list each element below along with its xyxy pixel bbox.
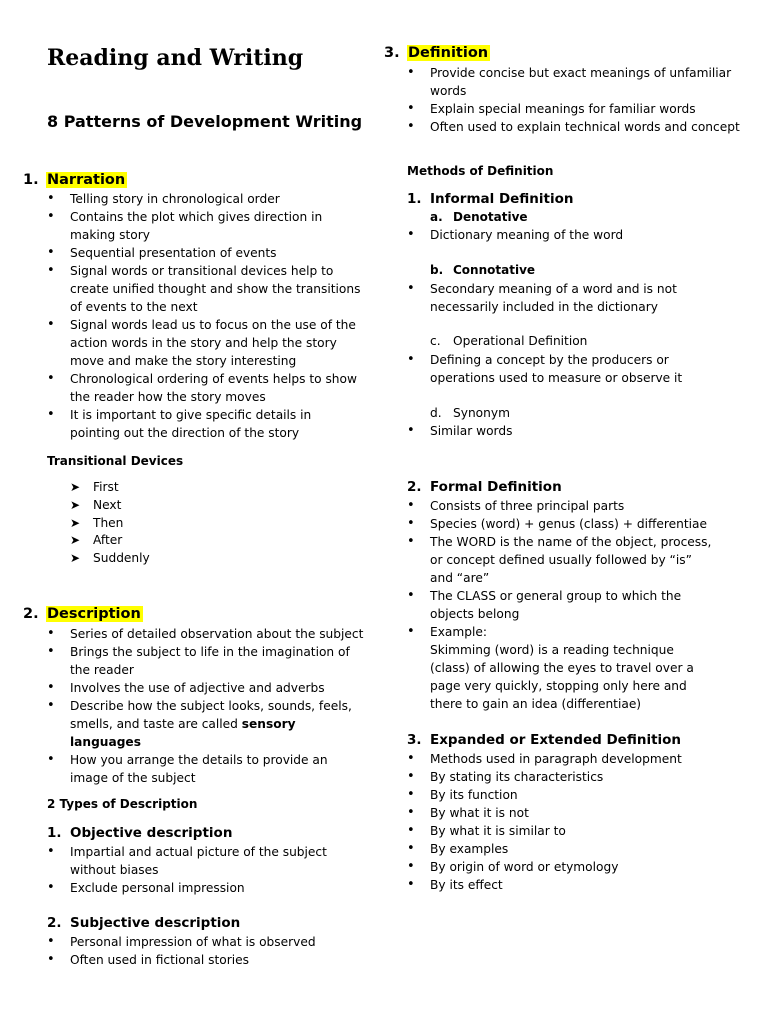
list-item: ➤ Next [70, 497, 270, 515]
list-item: • Exclude personal impression [47, 879, 365, 897]
arrow-right-icon: ➤ [70, 480, 81, 494]
synonym-heading: d. Synonym [430, 406, 510, 420]
list-item: • By what it is similar to [407, 822, 747, 840]
list-item: • How you arrange the details to provide an image of the subject [47, 751, 365, 787]
operational-definition-heading: c. Operational Definition [430, 334, 588, 348]
expanded-definition-heading: 3. Expanded or Extended Definition [407, 732, 682, 748]
list-item: • By its function [407, 786, 747, 804]
list-item: • Personal impression of what is observed [47, 933, 365, 951]
operational-bullet-list [407, 351, 727, 387]
denotative-bullet-list [407, 226, 747, 244]
list-item: ➤ First [70, 479, 270, 497]
informal-definition-heading: 1. Informal Definition [407, 191, 574, 207]
list-item: • Defining a concept by the producers or operations used to measure or observe it [407, 351, 727, 387]
narration-bullet-list [47, 190, 365, 442]
list-item: • Secondary meaning of a word and is not necessarily included in the dictionary [407, 280, 707, 316]
connotative-bullet-list [407, 280, 707, 316]
list-item: • By origin of word or etymology [407, 858, 747, 876]
sensory-languages-term: sensory languages [70, 717, 296, 749]
list-item: • Often used to explain technical words and concept [407, 118, 747, 136]
list-item [407, 623, 717, 713]
list-item: • Provide concise but exact meanings of unfamiliar words [407, 64, 747, 100]
list-item: • It is important to give specific details in pointing out the direction of the story [47, 406, 365, 442]
subjective-bullet-list [47, 933, 365, 969]
description-number: 2. [23, 606, 39, 622]
narration-heading [23, 171, 127, 189]
list-item: • Contains the plot which gives direction in making story [47, 208, 365, 244]
list-item: • Signal words or transitional devices help to create unified thought and show the transitions of events to the next [47, 262, 365, 316]
methods-of-definition-heading: Methods of Definition [407, 164, 554, 178]
list-item: • Signal words lead us to focus on the use of the action words in the story and help the story move and make the story interesting [47, 316, 365, 370]
list-item: • Series of detailed observation about the subject [47, 625, 365, 643]
example-text: Skimming (word) is a reading technique (class) of allowing the eyes to travel over a page very quickly, stopping only here and there to gain an idea (differentiae) [430, 643, 694, 711]
definition-number: 3. [384, 45, 400, 61]
expanded-bullet-list [407, 750, 747, 894]
narration-heading-text: Narration [47, 172, 126, 188]
connotative-heading: b. Connotative [430, 263, 536, 277]
description-heading-text: Description [47, 606, 141, 622]
list-item: • Sequential presentation of events [47, 244, 365, 262]
arrow-right-icon: ➤ [70, 551, 81, 566]
list-item: • Species (word) + genus (class) + differentiae [407, 515, 717, 533]
document-subtitle: 8 Patterns of Development Writing [47, 112, 363, 131]
definition-heading-text: Definition [408, 45, 489, 61]
formal-bullet-list [407, 497, 717, 713]
list-item: • Methods used in paragraph development [407, 750, 747, 768]
list-item: • The WORD is the name of the object, process, or concept defined usually followed by “is” and “are” [407, 533, 717, 587]
list-item: • By its effect [407, 876, 747, 894]
objective-bullet-list [47, 843, 365, 897]
denotative-heading: a. Denotative [430, 210, 528, 224]
list-item: • Consists of three principal parts [407, 497, 717, 515]
list-item: • By what it is not [407, 804, 747, 822]
description-heading [23, 605, 143, 623]
list-item: • Chronological ordering of events helps to show the reader how the story moves [47, 370, 365, 406]
subjective-description-heading: 2. Subjective description [47, 915, 241, 931]
list-item: • Brings the subject to life in the imagination of the reader [47, 643, 365, 679]
transitional-devices-heading: Transitional Devices [47, 454, 184, 468]
list-item: • The CLASS or general group to which the objects belong [407, 587, 717, 623]
list-item: • By stating its characteristics [407, 768, 747, 786]
arrow-right-icon: ➤ [70, 515, 81, 530]
transitional-devices-list [70, 479, 270, 568]
arrow-right-icon: ➤ [70, 497, 81, 512]
definition-bullet-list [407, 64, 747, 136]
objective-description-heading: 1. Objective description [47, 825, 233, 841]
types-of-description-heading: 2 Types of Description [47, 797, 198, 811]
list-item: • Impartial and actual picture of the subject without biases [47, 843, 365, 879]
list-item: • Dictionary meaning of the word [407, 226, 747, 244]
list-item: • Involves the use of adjective and adverbs [47, 679, 365, 697]
list-item: ➤ After [70, 532, 270, 550]
list-item: • By examples [407, 840, 747, 858]
example-label: Example: [430, 625, 487, 639]
definition-heading [384, 44, 490, 62]
arrow-right-icon: ➤ [70, 533, 81, 548]
list-item: • Telling story in chronological order [47, 190, 365, 208]
description-bullet-list [47, 625, 365, 787]
document-title: Reading and Writing [47, 45, 304, 71]
list-item: ➤ Then [70, 515, 270, 533]
list-item: • Describe how the subject looks, sounds, feels, smells, and taste are called sensory languages [47, 697, 365, 751]
list-item: • Often used in fictional stories [47, 951, 365, 969]
list-item: • Similar words [407, 422, 747, 440]
formal-definition-heading: 2. Formal Definition [407, 479, 562, 495]
list-item: ➤ Suddenly [70, 550, 270, 568]
list-item: • Explain special meanings for familiar words [407, 100, 747, 118]
synonym-bullet-list [407, 422, 747, 440]
narration-number: 1. [23, 172, 39, 188]
